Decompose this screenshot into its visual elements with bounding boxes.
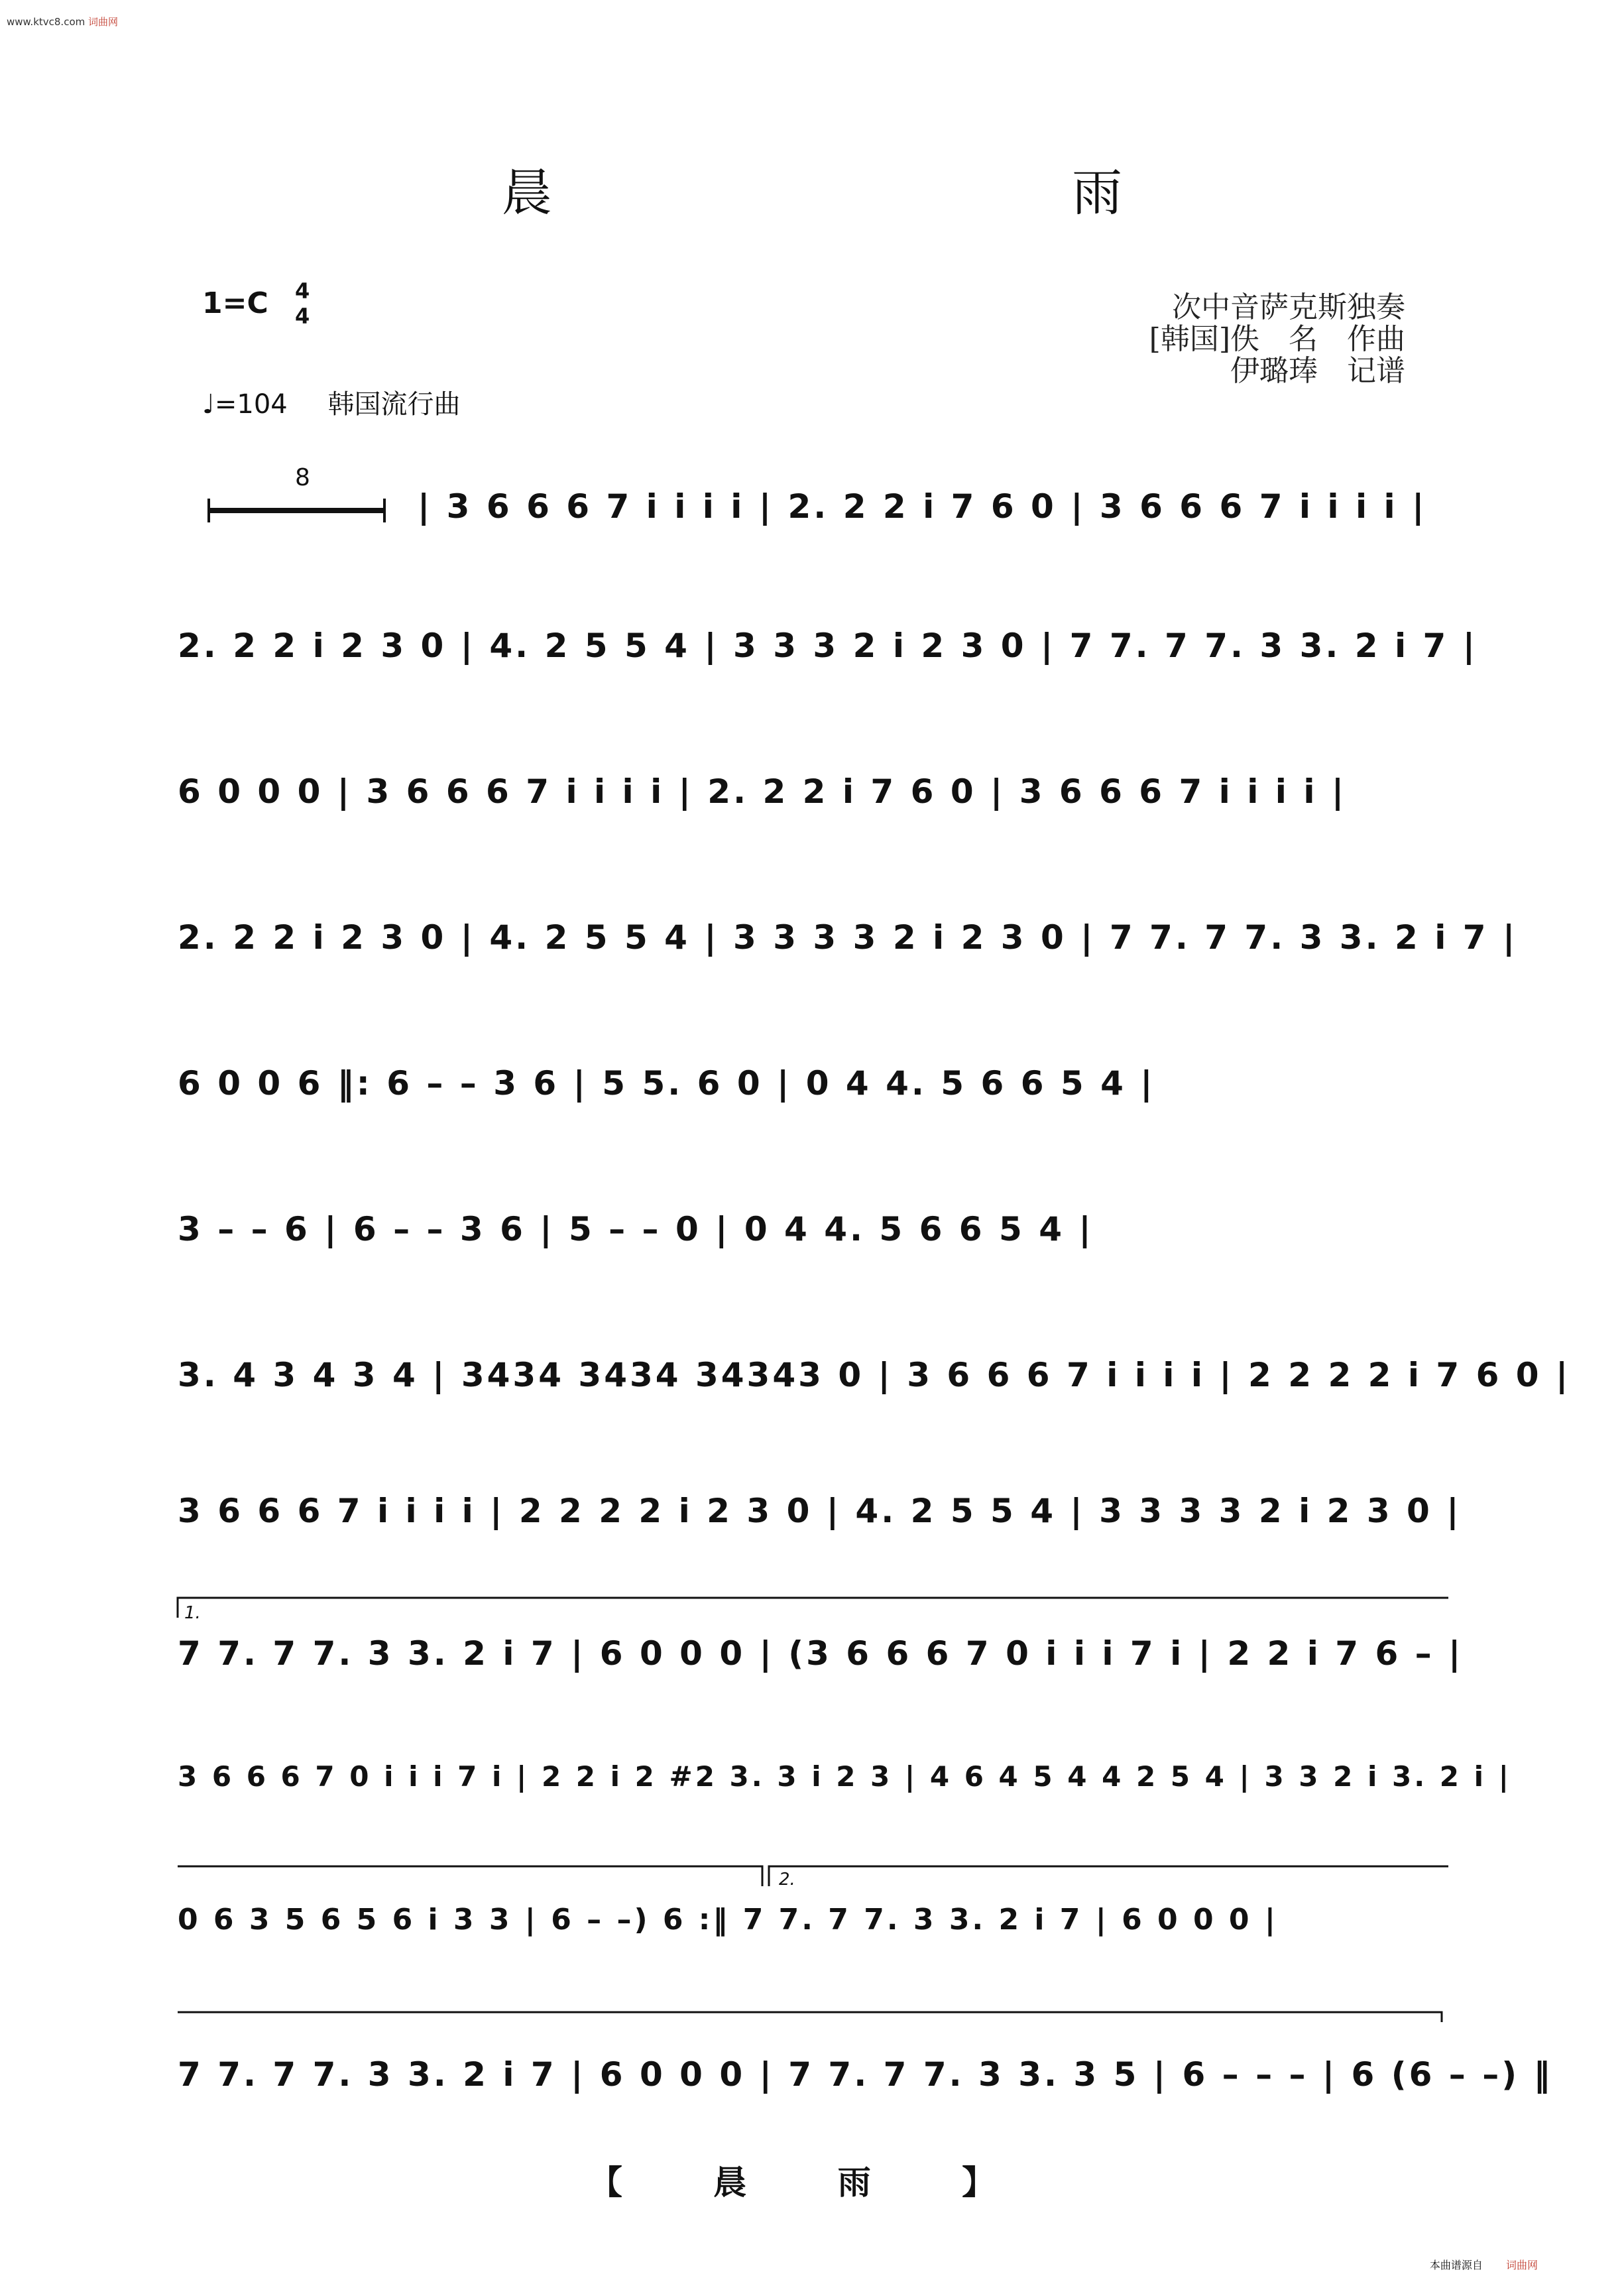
notation-line-8: 3 6 6 6 7 i i i i | 2 2 2 2 i 2 3 0 | 4. 2 5 5 4 | 3 3 3 3 2 i 2 3 0 | (178, 1492, 1462, 1530)
key-signature: 1=C (202, 286, 268, 320)
notation-line-12: 7 7. 7 7. 3 3. 2 i 7 | 6 0 0 0 | 7 7. 7 7. 3 3. 3 5 | 6 – – – | 6 (6 – –) ‖ (178, 2055, 1553, 2094)
bottom-source: 本曲谱源自 (1429, 2259, 1483, 2271)
notation-line-3: 6 0 0 0 | 3 6 6 6 7 i i i i | 2. 2 2 i 7 6 0 | 3 6 6 6 7 i i i i | (178, 772, 1347, 811)
notation-line-4: 2. 2 2 i 2 3 0 | 4. 2 5 5 4 | 3 3 3 3 2 i 2 3 0 | 7 7. 7 7. 3 3. 2 i 7 | (178, 918, 1518, 957)
bottom-credit (1430, 2257, 1538, 2272)
site-url[interactable]: www.ktvc8.com (7, 16, 86, 28)
volta-2-bracket (769, 1866, 1448, 1886)
notation-line-5: 6 0 0 6 ‖: 6 – – 3 6 | 5 5. 6 0 | 0 4 4. 5 6 6 5 4 | (178, 1064, 1155, 1103)
tempo-value: ♩=104 (202, 389, 288, 420)
site-brand: 词曲网 (88, 16, 119, 28)
credit-transcriber: 伊璐琫 记谱 (1230, 354, 1405, 388)
time-top: 4 (295, 278, 310, 304)
volta-1-end (178, 1866, 762, 1886)
music-style: 韩国流行曲 (327, 389, 461, 420)
notation-line-10: 3 6 6 6 7 0 i i i 7 i | 2 2 i 2 #2 3. 3 i 2 3 | 4 6 4 5 4 4 2 5 4 | 3 3 2 i 3. 2 i | (178, 1760, 1512, 1793)
volta-1-bracket (178, 1598, 1448, 1618)
multi-rest-count: 8 (295, 464, 310, 491)
volta-2-end (178, 2012, 1442, 2022)
notation-line-11: 0 6 3 5 6 5 6 i 3 3 | 6 – –) 6 :‖ 7 7. 7 7. 3 3. 2 i 7 | 6 0 0 0 | (178, 1903, 1278, 1937)
score-title: 晨 雨 (501, 163, 1375, 222)
volta-2-label: 2. (779, 1870, 795, 1890)
notation-line-1: | 3 6 6 6 7 i i i i | 2. 2 2 i 7 6 0 | 3 6 6 6 7 i i i i | (418, 487, 1427, 526)
footer-title: 【 晨 雨 】 (589, 2163, 1035, 2202)
notation-line-6: 3 – – 6 | 6 – – 3 6 | 5 – – 0 | 0 4 4. 5 6 6 5 4 | (178, 1210, 1094, 1248)
bottom-brand[interactable]: 词曲网 (1505, 2259, 1538, 2271)
notation-line-7: 3. 4 3 4 3 4 | 3434 3434 34343 0 | 3 6 6 6 7 i i i i | 2 2 2 2 i 7 6 0 | (178, 1356, 1571, 1394)
credit-instrument: 次中音萨克斯独奏 (1172, 290, 1405, 324)
notation-line-9: 7 7. 7 7. 3 3. 2 i 7 | 6 0 0 0 | (3 6 6 6 7 0 i i i 7 i | 2 2 i 7 6 – | (178, 1634, 1464, 1673)
credit-composer: [韩国]佚 名 作曲 (1149, 322, 1405, 356)
volta-1-label: 1. (184, 1603, 201, 1623)
notation-line-2: 2. 2 2 i 2 3 0 | 4. 2 5 5 4 | 3 3 3 2 i 2 3 0 | 7 7. 7 7. 3 3. 2 i 7 | (178, 627, 1478, 665)
time-bottom: 4 (295, 304, 310, 329)
